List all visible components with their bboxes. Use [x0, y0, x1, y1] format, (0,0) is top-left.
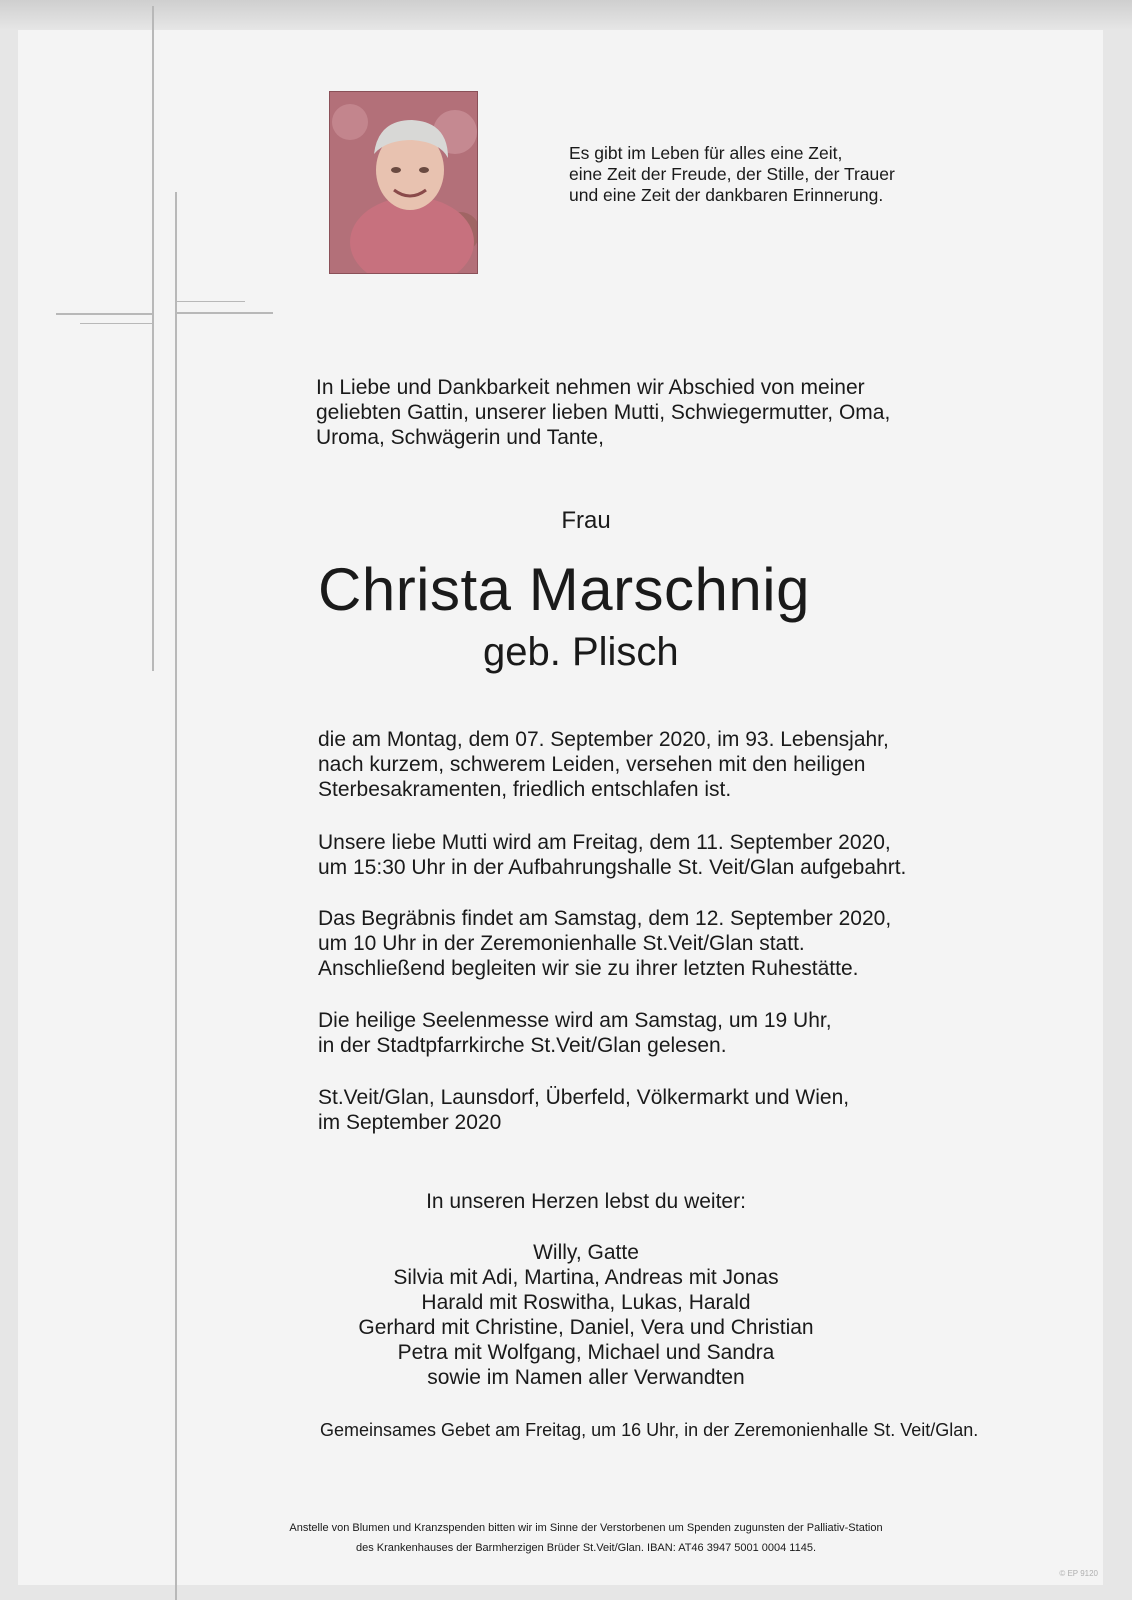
- family-member: sowie im Namen aller Verwandten: [427, 1366, 745, 1389]
- paragraph-line: im September 2020: [318, 1111, 502, 1134]
- cross-horizontal-inner-right: [175, 301, 245, 302]
- paragraph-line: Die heilige Seelenmesse wird am Samstag, um 19 Uhr,: [318, 1009, 832, 1032]
- place-and-date: [318, 1085, 849, 1135]
- cross-horizontal-inner-left: [80, 323, 154, 324]
- family-member: Harald mit Roswitha, Lukas, Harald: [421, 1291, 751, 1314]
- family-member: Petra mit Wolfgang, Michael und Sandra: [397, 1341, 775, 1364]
- family-member: Silvia mit Adi, Martina, Andreas mit Jonas: [393, 1266, 779, 1289]
- cross-vertical-left: [152, 6, 154, 671]
- deceased-name: Christa Marschnig: [318, 556, 810, 623]
- paragraph-line: Anschließend begleiten wir sie zu ihrer letzten Ruhestätte.: [318, 957, 859, 980]
- scan-edge: [0, 0, 1132, 30]
- family-member: Willy, Gatte: [533, 1241, 639, 1264]
- print-mark: © EP 9120: [1059, 1569, 1098, 1578]
- paragraph-line: in der Stadtpfarrkirche St.Veit/Glan gelesen.: [318, 1034, 727, 1057]
- portrait-photo: [330, 92, 477, 273]
- prayer-info: Gemeinsames Gebet am Freitag, um 16 Uhr, in der Zeremonienhalle St. Veit/Glan.: [320, 1420, 979, 1440]
- funeral-info: [318, 906, 891, 981]
- family-list: [0, 1240, 1132, 1390]
- footer-line: des Krankenhauses der Barmherzigen Brüder St.Veit/Glan. IBAN: AT46 3947 5001 0004 1145.: [355, 1542, 817, 1554]
- quote-line: und eine Zeit der dankbaren Erinnerung.: [569, 185, 884, 205]
- maiden-name: geb. Plisch: [483, 630, 679, 674]
- cross-horizontal-long: [56, 313, 154, 315]
- donation-footer: [0, 1518, 1132, 1558]
- intro-line: Uroma, Schwägerin und Tante,: [316, 426, 604, 449]
- paragraph-line: die am Montag, dem 07. September 2020, im 93. Lebensjahr,: [318, 728, 889, 751]
- quote-line: eine Zeit der Freude, der Stille, der Trauer: [569, 164, 895, 184]
- requiem-mass-info: [318, 1008, 832, 1058]
- intro-line: In Liebe und Dankbarkeit nehmen wir Abschied von meiner: [316, 376, 865, 399]
- intro-text: [316, 375, 890, 450]
- paragraph-line: St.Veit/Glan, Launsdorf, Überfeld, Völkermarkt und Wien,: [318, 1086, 850, 1109]
- paragraph-line: Das Begräbnis findet am Samstag, dem 12. September 2020,: [318, 907, 892, 930]
- paragraph-line: Unsere liebe Mutti wird am Freitag, dem 11. September 2020,: [318, 831, 891, 854]
- paragraph-line: Sterbesakramenten, friedlich entschlafen ist.: [318, 778, 732, 801]
- laying-out-info: [318, 830, 906, 880]
- family-member: Gerhard mit Christine, Daniel, Vera und Christian: [358, 1316, 814, 1339]
- cross-horizontal-right: [175, 312, 273, 314]
- paragraph-line: um 15:30 Uhr in der Aufbahrungshalle St. Veit/Glan aufgebahrt.: [318, 856, 907, 879]
- quote-line: Es gibt im Leben für alles eine Zeit,: [569, 143, 843, 163]
- death-announcement: [318, 727, 889, 802]
- memorial-line: In unseren Herzen lebst du weiter:: [426, 1190, 746, 1213]
- paragraph-line: um 10 Uhr in der Zeremonienhalle St.Veit/Glan statt.: [318, 932, 805, 955]
- intro-line: geliebten Gattin, unserer lieben Mutti, Schwiegermutter, Oma,: [316, 401, 891, 424]
- paragraph-line: nach kurzem, schwerem Leiden, versehen mit den heiligen: [318, 753, 866, 776]
- salutation: Frau: [561, 507, 611, 534]
- footer-line: Anstelle von Blumen und Kranzspenden bitten wir im Sinne der Verstorbenen um Spenden zugunsten der Palliativ-Station: [289, 1522, 883, 1534]
- opening-quote: [569, 143, 895, 206]
